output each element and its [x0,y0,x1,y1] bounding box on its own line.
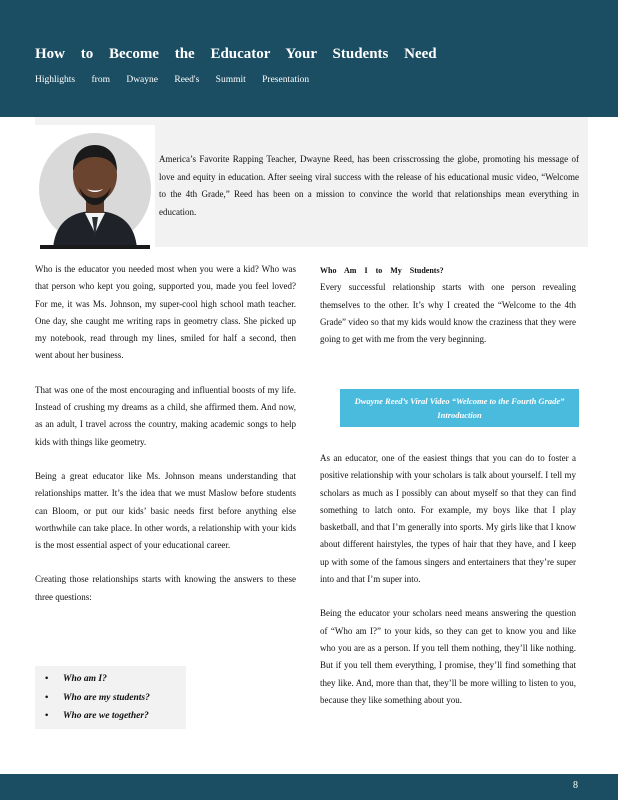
bullet: • [45,692,49,703]
paragraph: Every successful relationship starts with one person revealing themselves to the other. It’s why I created the “Welcome to the 4th Grade” video so that my kids would know the craziness that they were going to get with me from the very beginning. [320,282,576,345]
bullet: • [45,711,49,721]
paragraph: As an educator, one of the easiest things that you can do to foster a positive relationship with your scholars is talk about yourself. I tell my scholars as much as I possibly can about myself so that they can find something to latch onto. For example, my boys like that I play basketball, and that I’m generally into sports. My girls like that I know about different hairstyles, the types of hair that they have, and I keep up with some of the famous singers and entertainers that they’re super into and that I’m super into. [320,453,576,585]
questions-box [35,666,186,729]
list-item [45,670,186,689]
portrait-illustration [35,125,155,249]
video-callout-link[interactable]: Dwayne Reed’s Viral Video “Welcome to the Fourth Grade” Introduction [340,389,579,427]
left-column [35,261,296,623]
paragraph: Who is the educator you needed most when you were a kid? Who was that person who kept you going, supported you, made you feel loved? For me, it was Ms. Johnson, my super-cool high school math teacher. One day, she caught me writing raps in geometry class. She picked up my notebook, read through my lines, smiled for half a second, then went about her business. [35,264,296,361]
question-text: Who are we together? [63,711,149,721]
paragraph: That was one of the most encouraging and influential boosts of my life. Instead of crushing my dreams as a child, she affirmed them. And now, as an adult, I travel across the country, making academic songs to help kids with things like geometry. [35,384,296,447]
right-column-lower [320,450,576,726]
list-item [45,689,186,708]
page-header [0,0,618,117]
page-subtitle: Highlights from Dwayne Reed's Summit Presentation [35,75,310,85]
intro-text: America’s Favorite Rapping Teacher, Dwayne Reed, has been crisscrossing the globe, promoting his message of love and equity in education. After seeing viral success with the release of his educational music video, “Welcome to the 4th Grade,” Reed has been on a mission to convince the world that relationships mean everything in education. [159,154,579,217]
section-heading: Who Am I to My Students? [320,266,444,275]
right-column [320,262,576,365]
question-text: Who am I? [63,674,107,684]
bullet: • [45,674,49,684]
photo-divider [40,245,150,249]
paragraph: Being the educator your scholars need means answering the question of “Who am I?” to your kids, so they can get to know you and like who you are as a person. If you tell them nothing, they’ll like nothing. But if you tell them everything, I promise, they’ll find something that they like. And, more than that, they’ll be more willing to listen to you, because they like something about you. [320,608,576,705]
questions-list [35,666,186,726]
paragraph: Creating those relationships starts with knowing the answers to these three questions: [35,574,296,602]
intro-panel [35,117,588,247]
list-item [45,707,186,726]
question-text: Who are my students? [63,692,150,703]
page-number: 8 [573,780,578,791]
paragraph: Being a great educator like Ms. Johnson means understanding that relationships matter. It’s the idea that we must Maslow before students can Bloom, or put our kids’ basic needs first before anything else worthwhile can take place. In other words, a relationship with your kids is the most essential aspect of your educational career. [35,470,296,551]
page-footer [0,774,618,800]
page-title: How to Become the Educator Your Students Need [35,46,437,62]
author-photo [35,125,155,249]
